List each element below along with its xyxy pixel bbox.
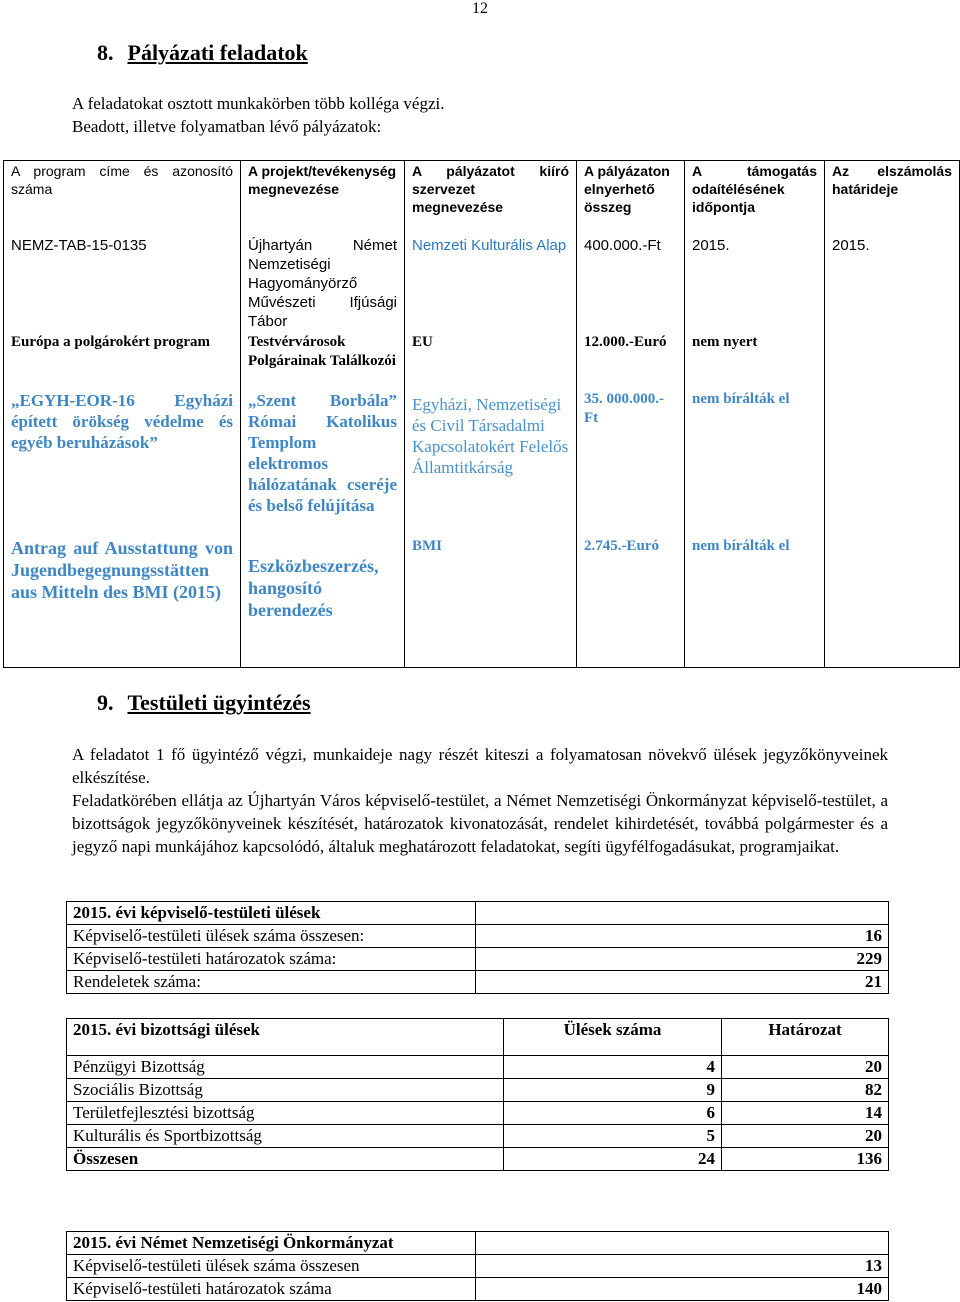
table-row bbox=[4, 389, 960, 536]
german-table-title: 2015. évi Német Nemzetiségi Önkormányzat bbox=[67, 1232, 476, 1255]
german-row-label: Képviselő-testületi határozatok száma bbox=[67, 1278, 476, 1301]
table-row bbox=[4, 235, 960, 332]
header-project: A projekt/tevékenység megnevezése bbox=[241, 161, 405, 236]
table-row-empty bbox=[4, 648, 960, 667]
committee-header-name: 2015. évi bizottsági ülések bbox=[67, 1019, 504, 1056]
row4-deadline bbox=[825, 536, 960, 648]
row1-project: Újhartyán Német Nemzetiségi Hagyományörző Művészeti Ifjúsági Tábor bbox=[241, 235, 405, 332]
row1-issuer: Nemzeti Kulturális Alap bbox=[405, 235, 577, 332]
table-row bbox=[67, 1079, 889, 1102]
table-row bbox=[67, 971, 889, 994]
table-row bbox=[67, 1278, 889, 1301]
row4-issuer: BMI bbox=[405, 536, 577, 648]
section-9-heading bbox=[97, 690, 311, 716]
council-row-label: Rendeletek száma: bbox=[67, 971, 476, 994]
committee-resolutions: 20 bbox=[722, 1125, 889, 1148]
section-9-number: 9. bbox=[97, 690, 114, 715]
council-row-label: Képviselő-testületi ülések száma összesen: bbox=[67, 925, 476, 948]
committee-name: Szociális Bizottság bbox=[67, 1079, 504, 1102]
section-8-heading bbox=[97, 40, 308, 66]
section-9-title: Testületi ügyintézés bbox=[127, 690, 311, 715]
committee-resolutions: 20 bbox=[722, 1056, 889, 1079]
council-row-value: 16 bbox=[476, 925, 889, 948]
table-row bbox=[67, 1056, 889, 1079]
row4-project: Eszközbeszerzés, hangosító berendezés bbox=[241, 536, 405, 648]
german-self-government-table bbox=[66, 1231, 889, 1301]
row2-issuer: EU bbox=[405, 332, 577, 389]
committee-resolutions: 14 bbox=[722, 1102, 889, 1125]
row3-issuer: Egyházi, Nemzetiségi és Civil Társadalmi Kapcsolatokért Felelős Államtitkárság bbox=[405, 389, 577, 536]
row2-program: Európa a polgárokért program bbox=[4, 332, 241, 389]
applications-table bbox=[3, 160, 960, 668]
row2-amount: 12.000.-Euró bbox=[577, 332, 685, 389]
section-8-title: Pályázati feladatok bbox=[127, 40, 308, 65]
council-row-label: Képviselő-testületi határozatok száma: bbox=[67, 948, 476, 971]
table-row bbox=[67, 1125, 889, 1148]
committee-total-label: Összesen bbox=[67, 1148, 504, 1171]
table-row bbox=[67, 948, 889, 971]
table-row bbox=[67, 1102, 889, 1125]
row2-project: Testvérvárosok Polgárainak Találkozói bbox=[241, 332, 405, 389]
row3-deadline bbox=[825, 389, 960, 536]
committee-sessions: 6 bbox=[504, 1102, 722, 1125]
committee-total-resolutions: 136 bbox=[722, 1148, 889, 1171]
row3-amount: 35. 000.000.- Ft bbox=[577, 389, 685, 536]
header-issuer: A pályázatot kiíró szervezet megnevezése bbox=[405, 161, 577, 236]
row4-amount: 2.745.-Euró bbox=[577, 536, 685, 648]
table-row bbox=[4, 332, 960, 389]
committee-name: Pénzügyi Bizottság bbox=[67, 1056, 504, 1079]
row1-program: NEMZ-TAB-15-0135 bbox=[4, 235, 241, 332]
committee-resolutions: 82 bbox=[722, 1079, 889, 1102]
committee-total-row bbox=[67, 1148, 889, 1171]
committee-header-resolutions: Határozat bbox=[722, 1019, 889, 1056]
row3-program: „EGYH-EOR-16 Egyházi épített örökség védelme és egyéb beruházások” bbox=[4, 389, 241, 536]
section-9-paragraph-2: Feladatkörében ellátja az Újhartyán Város képviselő-testület, a Német Nemzetiségi Önkormányzat képviselő-testület, a bizottságok jegyzőkönyveinek készítését, határozatok kivonatozását, rendelet kihirdetését, továbbá polgármester és a jegyző napi munkájához kapcsolódó, általuk meghatározott feladatokat, segíti ügyfélfogadásukat, programjaikat. bbox=[72, 791, 888, 856]
committee-name: Kulturális és Sportbizottság bbox=[67, 1125, 504, 1148]
row2-award: nem nyert bbox=[685, 332, 825, 389]
row3-project: „Szent Borbála” Római Katolikus Templom elektromos hálózatának cseréje és belső felújítása bbox=[241, 389, 405, 536]
row4-award: nem bírálták el bbox=[685, 536, 825, 648]
committee-total-sessions: 24 bbox=[504, 1148, 722, 1171]
section-9-paragraph-1: A feladatot 1 fő ügyintéző végzi, munkaideje nagy részét kiteszi a folyamatosan növekvő ülések jegyzőkönyveinek elkészítése. bbox=[72, 745, 888, 787]
german-row-label: Képviselő-testületi ülések száma összesen bbox=[67, 1255, 476, 1278]
committee-sessions: 5 bbox=[504, 1125, 722, 1148]
council-row-value: 229 bbox=[476, 948, 889, 971]
german-row-value: 13 bbox=[476, 1255, 889, 1278]
page-number: 12 bbox=[472, 0, 488, 17]
committee-header-row bbox=[67, 1019, 889, 1056]
row1-amount: 400.000.-Ft bbox=[577, 235, 685, 332]
row1-award: 2015. bbox=[685, 235, 825, 332]
committee-sessions-table bbox=[66, 1018, 889, 1171]
header-amount: A pályázaton elnyerhető összeg bbox=[577, 161, 685, 236]
committee-name: Területfejlesztési bizottság bbox=[67, 1102, 504, 1125]
section-8-number: 8. bbox=[97, 40, 114, 65]
council-row-value: 21 bbox=[476, 971, 889, 994]
table-row bbox=[67, 925, 889, 948]
committee-sessions: 9 bbox=[504, 1079, 722, 1102]
council-table-title: 2015. évi képviselő-testületi ülések bbox=[67, 902, 476, 925]
section-8-intro-1: A feladatokat osztott munkakörben több kolléga végzi. bbox=[72, 94, 445, 113]
committee-sessions: 4 bbox=[504, 1056, 722, 1079]
council-sessions-table bbox=[66, 901, 889, 994]
section-8-intro-2: Beadott, illetve folyamatban lévő pályázatok: bbox=[72, 117, 382, 136]
committee-header-sessions: Ülések száma bbox=[504, 1019, 722, 1056]
table-row bbox=[67, 1255, 889, 1278]
german-row-value: 140 bbox=[476, 1278, 889, 1301]
table-row bbox=[4, 536, 960, 648]
row2-deadline bbox=[825, 332, 960, 389]
header-award-date: A támogatás odaítélésének időpontja bbox=[685, 161, 825, 236]
header-program: A program címe és azonosító száma bbox=[4, 161, 241, 236]
row1-deadline: 2015. bbox=[825, 235, 960, 332]
header-deadline: Az elszámolás határideje bbox=[825, 161, 960, 236]
row4-program: Antrag auf Ausstattung von Jugendbegegnungsstätten aus Mitteln des BMI (2015) bbox=[4, 536, 241, 648]
row3-award: nem bírálták el bbox=[685, 389, 825, 536]
applications-header-row bbox=[4, 161, 960, 236]
